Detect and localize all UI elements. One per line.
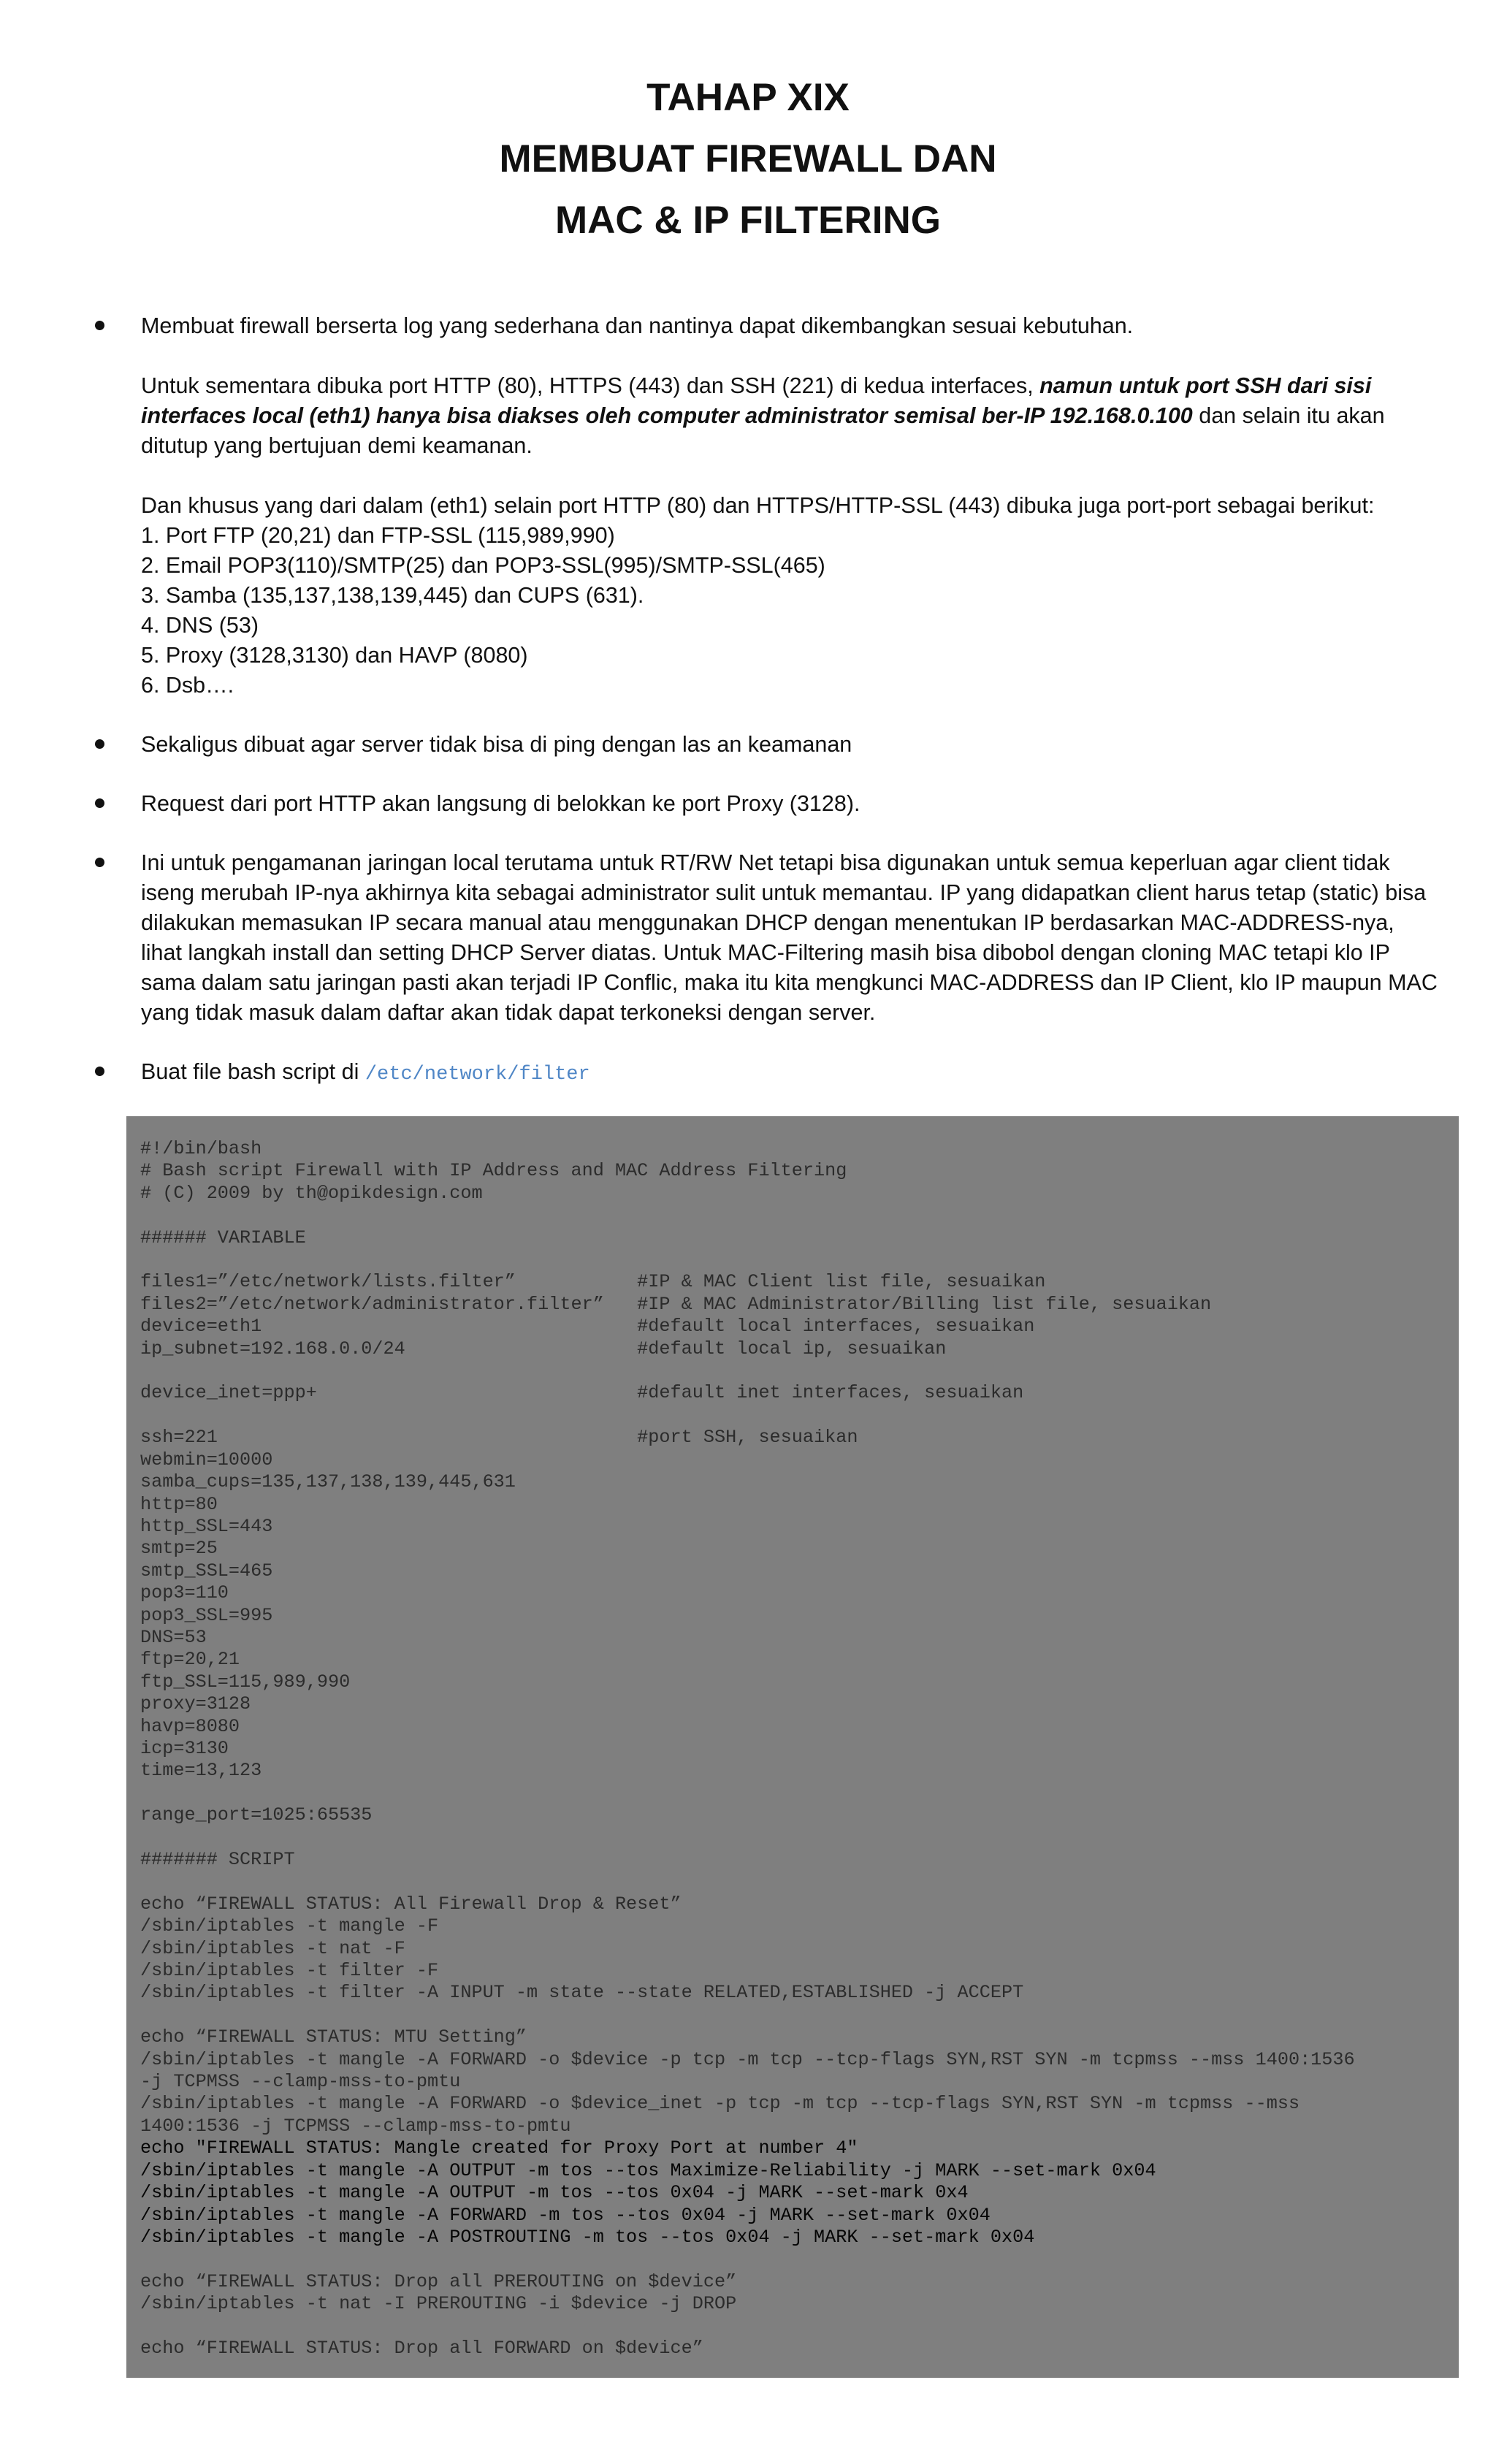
title-line-2: MEMBUAT FIREWALL DAN — [499, 137, 997, 180]
text: dan selain itu akan ditutup yang bertujuan demi keamanan. — [141, 403, 1385, 458]
bullet-proxy-redirect — [95, 789, 1439, 819]
list-intro: Dan khusus yang dari dalam (eth1) selain port HTTP (80) dan HTTPS/HTTP-SSL (443) dibuka juga port-port sebagai berikut: — [141, 493, 1375, 518]
list-item: 2. Email POP3(110)/SMTP(25) dan POP3-SSL(995)/SMTP-SSL(465) — [141, 553, 825, 578]
file-path: /etc/network/filter — [365, 1064, 590, 1086]
list-item: 1. Port FTP (20,21) dan FTP-SSL (115,989,990) — [141, 523, 615, 548]
code-section-variables: #!/bin/bash # Bash script Firewall with IP Address and MAC Address Filtering # (C) 2009 by th@opikdesign.com ###### VARIABLE files1=”/etc/network/lists.filter” #IP & MAC Client list file, sesuaikan files2=”/etc/network/administrator.filter” #IP & MAC Administrator/Billing list file, sesuaikan device=eth1 #default local interfaces, sesuaikan ip_subnet=192.168.0.0/24 #default local ip, sesuaikan device_inet=ppp+ #default inet interfaces, sesuaikan ssh=221 #port SSH, sesuaikan webmin=10000 samba_cups=135,137,138,139,445,631 http=80 http_SSL=443 smtp=25 smtp_SSL=465 pop3=110 pop3_SSL=995 DNS=53 ftp=20,21 ftp_SSL=115,989,990 proxy=3128 havp=8080 icp=3130 time=13,123 range_port=1025:65535 ####### SCRIPT echo “FIREWALL STATUS: All Firewall Drop & Reset” /sbin/iptables -t mangle -F /sbin/iptables -t nat -F /sbin/iptables -t filter -F /sbin/iptables -t filter -A INPUT -m state --state RELATED,ESTABLISHED -j ACCEPT echo “FIREWALL STATUS: MTU Setting” /sbin/iptables -t mangle -A FORWARD -o $device -p tcp -m tcp --tcp-flags SYN,RST SYN -m tcpmss --mss 1400:1536 -j TCPMSS --clamp-mss-to-pmtu /sbin/iptables -t mangle -A FORWARD -o $device_inet -p tcp -m tcp --tcp-flags SYN,RST SYN -m tcpmss --mss 1400:1536 -j TCPMSS --clamp-mss-to-pmtu — [140, 1138, 1355, 2137]
list-item: 3. Samba (135,137,138,139,445) dan CUPS (631). — [141, 583, 644, 608]
emphasis-text: namun untuk port SSH dari sisi interfaces local (eth1) hanya bisa diakses oleh computer administrator semisal ber-IP 192.168.0.100 — [141, 373, 1372, 428]
paragraph: Sekaligus dibuat agar server tidak bisa di ping dengan las an keamanan — [141, 732, 852, 757]
paragraph-port-list — [141, 491, 1439, 701]
paragraph-ports — [141, 371, 1439, 461]
title-line-3: MAC & IP FILTERING — [554, 199, 942, 242]
bullet-bash-script — [95, 1057, 1439, 1090]
paragraph: Membuat firewall berserta log yang sederhana dan nantinya dapat dikembangkan sesuai kebutuhan. — [141, 313, 1134, 338]
bullet-dot-icon — [95, 858, 104, 867]
bullet-dot-icon — [95, 739, 104, 749]
list-item: 5. Proxy (3128,3130) dan HAVP (8080) — [141, 643, 528, 668]
list-item: 6. Dsb…. — [141, 673, 234, 698]
code-section-mangle: echo "FIREWALL STATUS: Mangle created for Proxy Port at number 4" /sbin/iptables -t mangle -A OUTPUT -m tos --tos Maximize-Reliability -j MARK --set-mark 0x04 /sbin/iptables -t mangle -A OUTPUT -m tos --tos 0x04 -j MARK --set-mark 0x4 /sbin/iptables -t mangle -A FORWARD -m tos --tos 0x04 -j MARK --set-mark 0x04 /sbin/iptables -t mangle -A POSTROUTING -m tos --tos 0x04 -j MARK --set-mark 0x04 — [140, 2137, 1156, 2248]
list-item: 4. DNS (53) — [141, 613, 259, 638]
document-title — [0, 67, 1496, 251]
paragraph: Ini untuk pengamanan jaringan local terutama untuk RT/RW Net tetapi bisa digunakan untuk semua keperluan agar client tidak iseng merubah IP-nya akhirnya kita sebagai administrator sulit untuk memantau. IP yang didapatkan client harus tetap (static) bisa dilakukan memasukan IP secara manual atau menggunakan DHCP dengan menentukan IP berdasarkan MAC-ADDRESS-nya, lihat langkah install dan setting DHCP Server diatas. Untuk MAC-Filtering masih bisa dibobol dengan cloning MAC tetapi klo IP sama dalam satu jaringan pasti akan terjadi IP Conflic, maka itu kita mengkunci MAC-ADDRESS dan IP Client, klo IP maupun MAC yang tidak masuk dalam daftar akan tidak dapat terkoneksi dengan server. — [141, 850, 1438, 1025]
title-line-1: TAHAP XIX — [646, 76, 850, 119]
bullet-dot-icon — [95, 1067, 104, 1076]
text: Untuk sementara dibuka port HTTP (80), HTTPS (443) dan SSH (221) di kedua interfaces, — [141, 373, 1040, 398]
paragraph: Request dari port HTTP akan langsung di belokkan ke port Proxy (3128). — [141, 791, 860, 816]
bullet-dot-icon — [95, 798, 104, 808]
bullet-firewall-intro — [95, 311, 1439, 701]
bullet-mac-filtering — [95, 848, 1439, 1028]
code-text — [140, 1138, 1459, 2360]
bullet-ping — [95, 730, 1439, 760]
bullet-list — [95, 311, 1439, 1119]
text: Buat file bash script di — [141, 1059, 365, 1084]
code-block — [126, 1116, 1459, 2378]
code-section-drop: echo “FIREWALL STATUS: Drop all PREROUTING on $device” /sbin/iptables -t nat -I PREROUTING -i $device -j DROP echo “FIREWALL STATUS: Drop all FORWARD on $device” — [140, 2270, 737, 2359]
bullet-dot-icon — [95, 321, 104, 330]
paragraph — [141, 1057, 1439, 1090]
